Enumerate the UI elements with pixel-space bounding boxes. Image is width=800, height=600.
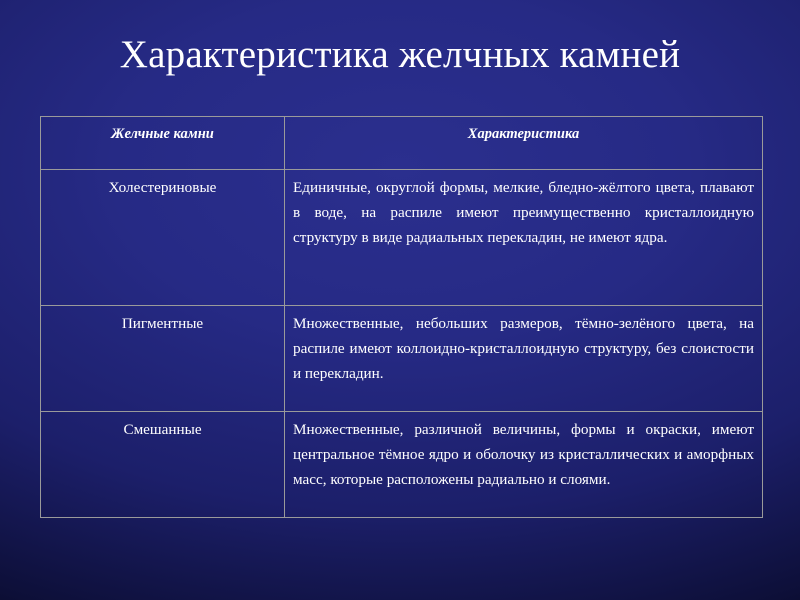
stone-type-cell: Смешанные (41, 412, 285, 518)
table-row (41, 306, 763, 412)
gallstones-table-container (40, 116, 762, 518)
stone-type-cell: Холестериновые (41, 170, 285, 306)
header-characteristic: Характеристика (285, 117, 763, 170)
table-header-row (41, 117, 763, 170)
table-row (41, 412, 763, 518)
stone-description-cell: Множественные, небольших размеров, тёмно-зелёного цвета, на распиле имеют коллоидно-кристаллоидную структуру, без слоистости и перекладин. (285, 306, 763, 412)
gallstones-table (40, 116, 763, 518)
stone-description-cell: Единичные, округлой формы, мелкие, бледно-жёлтого цвета, плавают в воде, на распиле имеют преимущественно кристаллоидную структуру в виде радиальных перекладин, не имеют ядра. (285, 170, 763, 306)
stone-type-cell: Пигментные (41, 306, 285, 412)
stone-description-cell: Множественные, различной величины, формы и окраски, имеют центральное тёмное ядро и оболочку из кристаллических и аморфных масс, которые расположены радиально и слоями. (285, 412, 763, 518)
slide-title: Характеристика желчных камней (119, 33, 681, 76)
table-row (41, 170, 763, 306)
header-stone-type: Желчные камни (41, 117, 285, 170)
